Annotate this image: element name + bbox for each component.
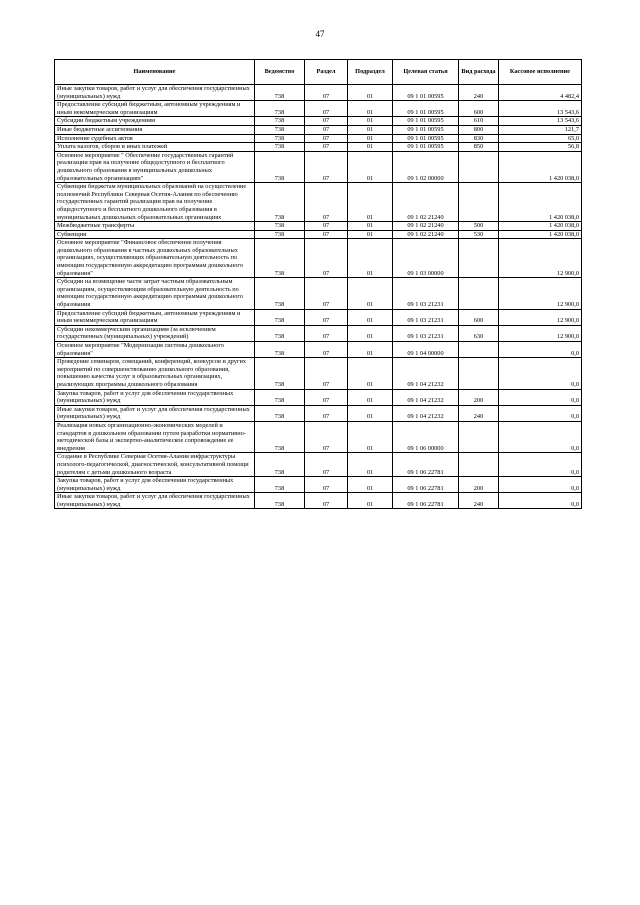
cell-podrazdel: 01 [348,222,393,231]
cell-vedomstvo: 738 [255,222,305,231]
cell-name: Реализация новых организационно-экономических моделей и стандартов в дошкольном образовании путем разработки нормативно-методической базы и экспертно-аналитическое сопровождение ее внедрения [55,421,255,452]
cell-name: Исполнение судебных актов [55,134,255,143]
cell-name: Уплата налогов, сборов и иных платежей [55,143,255,152]
cell-podrazdel: 01 [348,453,393,477]
cell-razdel: 07 [305,358,348,389]
cell-celevaya-statya: 09 1 03 21231 [393,309,459,325]
cell-vedomstvo: 738 [255,453,305,477]
cell-razdel: 07 [305,239,348,278]
cell-celevaya-statya: 09 1 02 21240 [393,222,459,231]
cell-vedomstvo: 738 [255,421,305,452]
cell-razdel: 07 [305,134,348,143]
table-row [55,134,582,143]
cell-vid-raskhoda: 600 [459,101,499,117]
cell-vedomstvo: 738 [255,117,305,126]
cell-celevaya-statya: 09 1 04 21232 [393,358,459,389]
cell-celevaya-statya: 09 1 02 21240 [393,230,459,239]
cell-vedomstvo: 738 [255,358,305,389]
cell-name: Иные закупки товаров, работ и услуг для обеспечения государственных (муниципальных) нужд [55,493,255,509]
cell-vid-raskhoda [459,239,499,278]
cell-celevaya-statya: 09 1 02 00000 [393,151,459,182]
cell-vid-raskhoda: 240 [459,405,499,421]
cell-kassovoe-ispolnenie: 12 900,0 [499,325,582,341]
cell-kassovoe-ispolnenie: 1 420 038,0 [499,151,582,182]
cell-name: Субсидии некоммерческим организациям (за исключением государственных (муниципальных) учреждений) [55,325,255,341]
table-row [55,143,582,152]
cell-vid-raskhoda: 200 [459,477,499,493]
cell-razdel: 07 [305,325,348,341]
cell-name: Создание в Республике Северная Осетия-Алания инфраструктуры психолого-педагогической, диагностической, консультативной помощи родителям с детьми дошкольного возраста [55,453,255,477]
table-row [55,222,582,231]
cell-vedomstvo: 738 [255,405,305,421]
cell-name: Субсидии бюджетным учреждениям [55,117,255,126]
table-header-row [55,60,582,85]
table-row [55,477,582,493]
cell-celevaya-statya: 09 1 01 00595 [393,134,459,143]
cell-celevaya-statya: 09 1 04 21232 [393,389,459,405]
cell-razdel: 07 [305,151,348,182]
table-row [55,239,582,278]
table-row [55,117,582,126]
cell-name: Основное мероприятие "Финансовое обеспечение получения дошкольного образования в частных дошкольных образовательных организациях, осуществляющих образовательную деятельность по имеющим государственную аккредитацию программам дошкольного образования" [55,239,255,278]
table-row [55,405,582,421]
cell-vedomstvo: 738 [255,183,305,222]
cell-vid-raskhoda: 600 [459,309,499,325]
cell-name: Предоставление субсидий бюджетным, автономным учреждениям и иным некоммерческим организациям [55,309,255,325]
cell-razdel: 07 [305,101,348,117]
table-row [55,278,582,309]
cell-podrazdel: 01 [348,358,393,389]
cell-vid-raskhoda: 240 [459,85,499,101]
table-row [55,183,582,222]
cell-razdel: 07 [305,309,348,325]
cell-vedomstvo: 738 [255,325,305,341]
cell-vedomstvo: 738 [255,342,305,358]
column-header-vedomstvo: Ведомство [255,60,305,85]
cell-vedomstvo: 738 [255,389,305,405]
cell-name: Основное мероприятие "Модернизация системы дошкольного образования" [55,342,255,358]
cell-vedomstvo: 738 [255,151,305,182]
cell-vedomstvo: 738 [255,125,305,134]
cell-celevaya-statya: 09 1 03 00000 [393,239,459,278]
cell-vid-raskhoda [459,421,499,452]
cell-vedomstvo: 738 [255,493,305,509]
table-row [55,151,582,182]
cell-kassovoe-ispolnenie: 0,0 [499,358,582,389]
column-header-celevaya-statya: Целевая статья [393,60,459,85]
cell-celevaya-statya: 09 1 01 00595 [393,143,459,152]
table-row [55,230,582,239]
cell-vid-raskhoda: 530 [459,230,499,239]
cell-celevaya-statya: 09 1 06 22781 [393,493,459,509]
cell-podrazdel: 01 [348,125,393,134]
table-row [55,125,582,134]
cell-vedomstvo: 738 [255,239,305,278]
cell-kassovoe-ispolnenie: 13 543,6 [499,101,582,117]
cell-razdel: 07 [305,183,348,222]
cell-razdel: 07 [305,143,348,152]
cell-name: Закупка товаров, работ и услуг для обеспечения государственных (муниципальных) нужд [55,389,255,405]
cell-kassovoe-ispolnenie: 0,0 [499,342,582,358]
cell-name: Предоставление субсидий бюджетным, автономным учреждениям и иным некоммерческим организациям [55,101,255,117]
cell-vedomstvo: 738 [255,230,305,239]
cell-kassovoe-ispolnenie: 4 482,4 [499,85,582,101]
cell-name: Субсидии на возмещение части затрат частным образовательным организациям, осуществляющим образовательную деятельность по имеющим государственную аккредитацию программам дошкольного образования [55,278,255,309]
cell-vedomstvo: 738 [255,101,305,117]
cell-razdel: 07 [305,421,348,452]
table-row [55,493,582,509]
cell-kassovoe-ispolnenie: 1 420 038,0 [499,230,582,239]
cell-podrazdel: 01 [348,342,393,358]
cell-podrazdel: 01 [348,143,393,152]
cell-razdel: 07 [305,125,348,134]
table-row [55,85,582,101]
cell-vedomstvo: 738 [255,134,305,143]
cell-razdel: 07 [305,278,348,309]
cell-vid-raskhoda: 630 [459,325,499,341]
cell-name: Закупка товаров, работ и услуг для обеспечения государственных (муниципальных) нужд [55,477,255,493]
cell-podrazdel: 01 [348,278,393,309]
cell-kassovoe-ispolnenie: 0,0 [499,405,582,421]
cell-podrazdel: 01 [348,230,393,239]
cell-celevaya-statya: 09 1 04 00000 [393,342,459,358]
cell-razdel: 07 [305,222,348,231]
cell-name: Проведение семинаров, совещаний, конференций, конкурсов и других мероприятий по совершенствованию дошкольного образования, повышению качества услуг в образовательных организациях, реализующих программы дошкольного образования [55,358,255,389]
cell-razdel: 07 [305,85,348,101]
cell-name: Иные закупки товаров, работ и услуг для обеспечения государственных (муниципальных) нужд [55,405,255,421]
cell-kassovoe-ispolnenie: 12 900,0 [499,309,582,325]
cell-podrazdel: 01 [348,85,393,101]
cell-razdel: 07 [305,117,348,126]
table-row [55,309,582,325]
cell-name: Основное мероприятие " Обеспечение государственных гарантий реализации прав на получение общедоступного и бесплатного дошкольного образования в муниципальных дошкольных образовательных организациях" [55,151,255,182]
table-row [55,101,582,117]
cell-vid-raskhoda: 200 [459,389,499,405]
column-header-vid-raskhoda: Вид расхода [459,60,499,85]
cell-vedomstvo: 738 [255,278,305,309]
cell-vedomstvo: 738 [255,309,305,325]
cell-kassovoe-ispolnenie: 0,0 [499,421,582,452]
table-row [55,421,582,452]
column-header-kassovoe-ispolnenie: Кассовое исполнение [499,60,582,85]
column-header-name: Наименование [55,60,255,85]
table-body [55,85,582,509]
cell-name: Иные закупки товаров, работ и услуг для обеспечения государственных (муниципальных) нужд [55,85,255,101]
cell-razdel: 07 [305,405,348,421]
cell-celevaya-statya: 09 1 06 00000 [393,421,459,452]
cell-vid-raskhoda: 850 [459,143,499,152]
cell-kassovoe-ispolnenie: 1 420 038,0 [499,222,582,231]
cell-podrazdel: 01 [348,325,393,341]
cell-razdel: 07 [305,230,348,239]
cell-razdel: 07 [305,493,348,509]
cell-podrazdel: 01 [348,134,393,143]
cell-podrazdel: 01 [348,405,393,421]
cell-celevaya-statya: 09 1 01 00595 [393,125,459,134]
column-header-razdel: Раздел [305,60,348,85]
cell-vid-raskhoda [459,151,499,182]
cell-name: Субвенции бюджетам муниципальных образований на осуществление полномочий Республики Северная Осетия-Алания по обеспечению государственных гарантий реализации прав на получение общедоступного и бесплатного дошкольного образования в муниципальных дошкольных образовательных организациях [55,183,255,222]
cell-kassovoe-ispolnenie: 0,0 [499,477,582,493]
table-row [55,389,582,405]
cell-name: Межбюджетные трансферты [55,222,255,231]
table-row [55,358,582,389]
cell-podrazdel: 01 [348,389,393,405]
cell-podrazdel: 01 [348,151,393,182]
cell-podrazdel: 01 [348,493,393,509]
column-header-podrazdel: Подраздел [348,60,393,85]
cell-podrazdel: 01 [348,101,393,117]
table-row [55,453,582,477]
cell-celevaya-statya: 09 1 06 22781 [393,477,459,493]
table-row [55,342,582,358]
cell-celevaya-statya: 09 1 06 22781 [393,453,459,477]
cell-podrazdel: 01 [348,477,393,493]
cell-kassovoe-ispolnenie: 13 543,6 [499,117,582,126]
cell-name: Субвенции [55,230,255,239]
cell-vid-raskhoda [459,183,499,222]
cell-vid-raskhoda: 240 [459,493,499,509]
cell-vid-raskhoda: 830 [459,134,499,143]
cell-kassovoe-ispolnenie: 65,0 [499,134,582,143]
table-row [55,325,582,341]
cell-vedomstvo: 738 [255,85,305,101]
cell-kassovoe-ispolnenie: 121,7 [499,125,582,134]
cell-celevaya-statya: 09 1 02 21240 [393,183,459,222]
budget-table [54,59,582,509]
cell-podrazdel: 01 [348,421,393,452]
cell-razdel: 07 [305,453,348,477]
cell-kassovoe-ispolnenie: 0,0 [499,453,582,477]
cell-podrazdel: 01 [348,117,393,126]
cell-celevaya-statya: 09 1 01 00595 [393,85,459,101]
cell-vedomstvo: 738 [255,143,305,152]
cell-kassovoe-ispolnenie: 1 420 038,0 [499,183,582,222]
cell-celevaya-statya: 09 1 01 00595 [393,117,459,126]
cell-kassovoe-ispolnenie: 56,8 [499,143,582,152]
cell-name: Иные бюджетные ассигнования [55,125,255,134]
cell-kassovoe-ispolnenie: 12 900,0 [499,278,582,309]
cell-vid-raskhoda [459,453,499,477]
cell-vid-raskhoda: 500 [459,222,499,231]
cell-razdel: 07 [305,389,348,405]
cell-vid-raskhoda [459,358,499,389]
cell-podrazdel: 01 [348,239,393,278]
cell-kassovoe-ispolnenie: 0,0 [499,493,582,509]
cell-vid-raskhoda: 800 [459,125,499,134]
cell-razdel: 07 [305,477,348,493]
cell-razdel: 07 [305,342,348,358]
cell-vid-raskhoda: 610 [459,117,499,126]
cell-vid-raskhoda [459,342,499,358]
cell-celevaya-statya: 09 1 03 21231 [393,325,459,341]
cell-celevaya-statya: 09 1 04 21232 [393,405,459,421]
cell-celevaya-statya: 09 1 03 21231 [393,278,459,309]
cell-vid-raskhoda [459,278,499,309]
cell-celevaya-statya: 09 1 01 00595 [393,101,459,117]
cell-podrazdel: 01 [348,183,393,222]
cell-podrazdel: 01 [348,309,393,325]
page-number: 47 [315,29,325,39]
cell-vedomstvo: 738 [255,477,305,493]
cell-kassovoe-ispolnenie: 0,0 [499,389,582,405]
cell-kassovoe-ispolnenie: 12 900,0 [499,239,582,278]
